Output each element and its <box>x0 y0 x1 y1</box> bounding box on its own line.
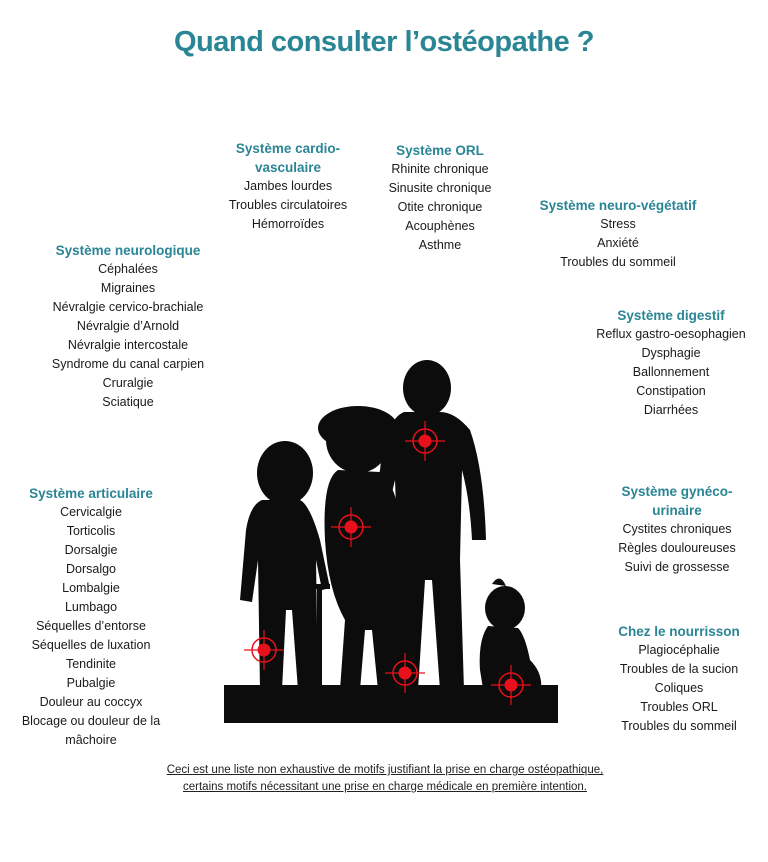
group-neuro-vegetatif <box>518 196 718 272</box>
group-item: Dysphagie <box>641 346 701 360</box>
group-digestif <box>596 306 746 420</box>
group-item: Coliques <box>654 681 704 695</box>
group-item: Tendinite <box>65 657 117 671</box>
page-title: Quand consulter l’ostéopathe ? <box>173 26 595 58</box>
group-item: Jambes lourdes <box>243 179 333 193</box>
group-heading: Système neurologique <box>55 243 201 258</box>
silhouettes <box>224 360 558 723</box>
group-item: Céphalées <box>98 262 158 276</box>
group-item: Cruralgie <box>102 376 154 390</box>
group-item: Diarrhées <box>643 403 699 417</box>
group-item: Anxiété <box>597 236 639 250</box>
group-item: Dorsalgie <box>64 543 118 557</box>
group-item: Sciatique <box>102 395 154 409</box>
group-item: Blocage ou douleur de la mâchoire <box>21 714 161 747</box>
group-item: Otite chronique <box>397 200 483 214</box>
group-item: Constipation <box>636 384 706 398</box>
footnote <box>150 762 620 796</box>
group-item: Stress <box>600 217 636 231</box>
group-nourrisson <box>604 622 754 736</box>
group-gyneco-urinaire <box>604 482 750 577</box>
group-item: Torticolis <box>66 524 116 538</box>
group-neurologique <box>50 241 206 412</box>
group-item: Plagiocéphalie <box>638 643 720 657</box>
group-item: Douleur au coccyx <box>39 695 143 709</box>
group-item: Ballonnement <box>632 365 710 379</box>
group-item: Sinusite chronique <box>388 181 492 195</box>
group-articulaire <box>0 484 182 750</box>
group-item: Syndrome du canal carpien <box>51 357 205 371</box>
group-item: Hémorroïdes <box>251 217 325 231</box>
group-item: Névralgie cervico-brachiale <box>52 300 204 314</box>
group-item: Asthme <box>418 238 462 252</box>
group-item: Migraines <box>100 281 156 295</box>
group-item: Cystites chroniques <box>622 522 732 536</box>
footnote-line: certains motifs nécessitant une prise en charge médicale en première intention. <box>183 781 587 793</box>
group-item: Troubles du sommeil <box>621 719 737 733</box>
group-item: Rhinite chronique <box>391 162 489 176</box>
group-item: Lombalgie <box>62 581 120 595</box>
group-item: Règles douloureuses <box>618 541 736 555</box>
group-heading: Système neuro-végétatif <box>539 198 697 213</box>
group-item: Névralgie d’Arnold <box>76 319 180 333</box>
group-item: Troubles du sommeil <box>560 255 676 269</box>
group-item: Séquelles de luxation <box>31 638 151 652</box>
group-item: Reflux gastro-oesophagien <box>596 327 746 341</box>
group-orl <box>380 141 500 255</box>
group-item: Pubalgie <box>66 676 116 690</box>
group-heading: urinaire <box>652 503 702 518</box>
group-heading: vasculaire <box>254 160 322 175</box>
footnote-line: Ceci est une liste non exhaustive de motifs justifiant la prise en charge ostéopathique, <box>166 764 604 776</box>
group-heading: Chez le nourrisson <box>618 624 740 639</box>
group-cardio-vasculaire <box>228 139 348 234</box>
group-item: Cervicalgie <box>60 505 122 519</box>
group-item: Suivi de grossesse <box>624 560 730 574</box>
group-heading: Système digestif <box>617 308 725 323</box>
group-heading: Système ORL <box>396 143 484 158</box>
group-item: Lumbago <box>64 600 118 614</box>
group-item: Troubles de la sucion <box>619 662 739 676</box>
group-item: Troubles circulatoires <box>228 198 348 212</box>
group-item: Troubles ORL <box>640 700 718 714</box>
group-item: Acouphènes <box>405 219 475 233</box>
group-item: Dorsalgo <box>65 562 117 576</box>
elderly-silhouette <box>240 441 330 690</box>
group-heading: Système articulaire <box>29 486 153 501</box>
group-heading: Système cardio- <box>235 141 341 156</box>
group-item: Séquelles d’entorse <box>36 619 146 633</box>
group-heading: Système gynéco- <box>621 484 733 499</box>
group-item: Névralgie intercostale <box>67 338 189 352</box>
